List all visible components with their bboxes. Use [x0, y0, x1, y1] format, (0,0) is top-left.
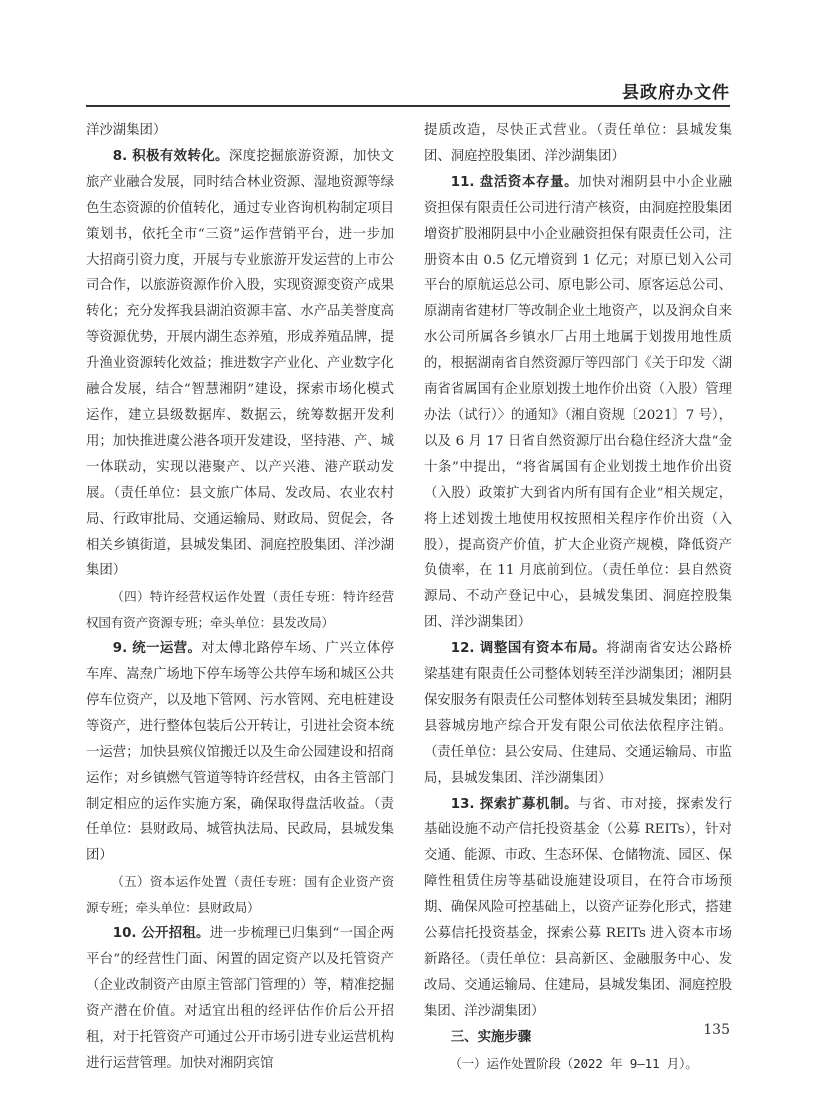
item-8-paragraph [86, 144, 394, 584]
item-10-body: 进一步梳理已归集到“一国企两平台”的经营性门面、闲置的固定资产以及托管资产（企业改制资产由原主管部门管理的）等，精准挖掘资产潜在价值。对适宜出租的经评估作价后公开招租，对于托管资产可通过公开市场引进专业运营机构进行运营管理。加快对湘阴宾馆 [86, 926, 394, 1071]
item-12-number: 12. [450, 641, 480, 657]
item-11-body: 加快对湘阴县中小企业融资担保有限责任公司进行清产核资，由洞庭控股集团增资扩股湘阴县中小企业融资担保有限责任公司，注册资本由 0.5 亿元增资到 1 亿元；对原已划入公司平台的原航运总公司、原电影公司、原客运总公司、原湖南省建材厂等改制企业土地资产，以及润众自来水公司所属各乡镇水厂占用土地属于划拨用地性质的，根据湖南省自然资源厅等四部门《关于印发〈湖南省省属国有企业原划拨土地作价出资（入股）管理办法（试行）〉的通知》（湘自资规〔2021〕7 号），以及 6 月 17 日省自然资源厅出台稳住经济大盘“金十条”中提出，“将省属国有企业划拨土地作价出资（入股）政策扩大到省内所有国有企业”相关规定，将上述划拨土地使用权按照相关程序作价出资（入股），提高资产价值，扩大企业资产规模，降低资产负债率，在 11 月底前到位。（责任单位：县自然资源局、不动产登记中心，县城发集团、洞庭控股集团、洋沙湖集团） [424, 174, 733, 631]
item-13-number: 13. [450, 796, 480, 812]
page-header [86, 74, 730, 108]
item-10-paragraph [86, 921, 394, 1076]
paragraph-continuation: 洋沙湖集团） [86, 123, 167, 138]
header-title: 县政府办文件 [622, 83, 730, 103]
item-8-title: 积极有效转化。 [132, 148, 229, 164]
item-12-body: 将湖南省安达公路桥梁基建有限责任公司整体划转至洋沙湖集团；湘阴县保安服务有限责任公司整体划转至县城发集团；湘阴县蓉城房地产综合开发有限公司依法依程序注销。（责任单位：县公安局、住建局、交通运输局、市监局，县城发集团、洋沙湖集团） [424, 641, 733, 786]
item-9-title: 统一运营。 [132, 641, 202, 657]
item-10-number: 10. [112, 926, 142, 942]
section-3-heading: 三、实施步骤 [450, 1029, 532, 1045]
item-12-paragraph [424, 636, 732, 791]
page-number: 135 [703, 1022, 730, 1038]
right-column [424, 118, 732, 1077]
item-13-title: 探索扩募机制。 [479, 796, 579, 812]
header-rule [86, 105, 730, 107]
item-8-number: 8. [112, 148, 133, 164]
item-8-body: 深度挖掘旅游资源，加快文旅产业融合发展，同时结合林业资源、湿地资源等绿色生态资源的价值转化，通过专业咨询机构制定项目策划书，依托全市“三资”运作营销平台，进一步加大招商引资力度，开展与专业旅游开发运营的上市公司合作，以旅游资源作价入股，实现资源变资产成果转化；充分发挥我县湖泊资源丰富、水产品美誉度高等资源优势，开展内湖生态养殖，形成养殖品牌，提升渔业资源转化效益；推进数字产业化、产业数字化融合发展，结合“智慧湘阴”建设，探索市场化模式运作，建立县级数据库、数据云，统筹数据开发利用；加快推进虞公港各项开发建设，坚持港、产、城一体联动，实现以港聚产、以产兴港、港产联动发展。（责任单位：县文旅广体局、发改局、农业农村局、行政审批局、交通运输局、财政局、贸促会，各相关乡镇街道，县城发集团、洞庭控股集团、洋沙湖集团） [86, 148, 395, 579]
item-13-body: 与省、市对接，探索发行基础设施不动产信托投资基金（公募 REITs），针对交通、能源、市政、生态环保、仓储物流、园区、保障性租赁住房等基础设施建设项目，在符合市场预期、确保风险可控基础上，以资产证券化形式，搭建公募信托投资基金，探索公募 REITs 进入资本市场新路径。（责任单位：县高新区、金融服务中心、发改局、交通运输局、住建局，县城发集团、洞庭控股集团、洋沙湖集团） [424, 796, 733, 1019]
item-12-title: 调整国有资本布局。 [479, 641, 607, 657]
subsection-4-heading: （四）特许经营权运作处置（责任专班：特许经营权国有资产资源专班；牵头单位：县发改局） [86, 589, 394, 631]
subsection-5-heading: （五）资本运作处置（责任专班：国有企业资产资源专班；牵头单位：县财政局） [86, 874, 394, 916]
item-10-title: 公开招租。 [141, 926, 210, 942]
item-11-paragraph [424, 170, 732, 636]
item-9-paragraph [86, 636, 394, 869]
item-10-continuation: 提质改造，尽快正式营业。（责任单位：县城发集团、洞庭控股集团、洋沙湖集团） [424, 123, 732, 164]
item-9-number: 9. [112, 641, 133, 657]
item-9-body: 对太傅北路停车场、广兴立体停车库、嵩焘广场地下停车场等公共停车场和城区公共停车位资产，以及地下管网、污水管网、充电桩建设等资产，进行整体包装后公开转让，引进社会资本统一运营；加快县殡仪馆搬迁以及生命公园建设和招商运作；对乡镇燃气管道等特许经营权，由各主管部门制定相应的运作实施方案，确保取得盘活收益。（责任单位：县财政局、城管执法局、民政局，县城发集团） [86, 641, 395, 864]
left-column [86, 118, 394, 1077]
item-13-paragraph [424, 792, 732, 1025]
item-11-title: 盘活资本存量。 [479, 174, 579, 190]
item-11-number: 11. [450, 174, 480, 190]
step-1-heading: （一）运作处置阶段（2022 年 9—11 月）。 [449, 1055, 698, 1071]
